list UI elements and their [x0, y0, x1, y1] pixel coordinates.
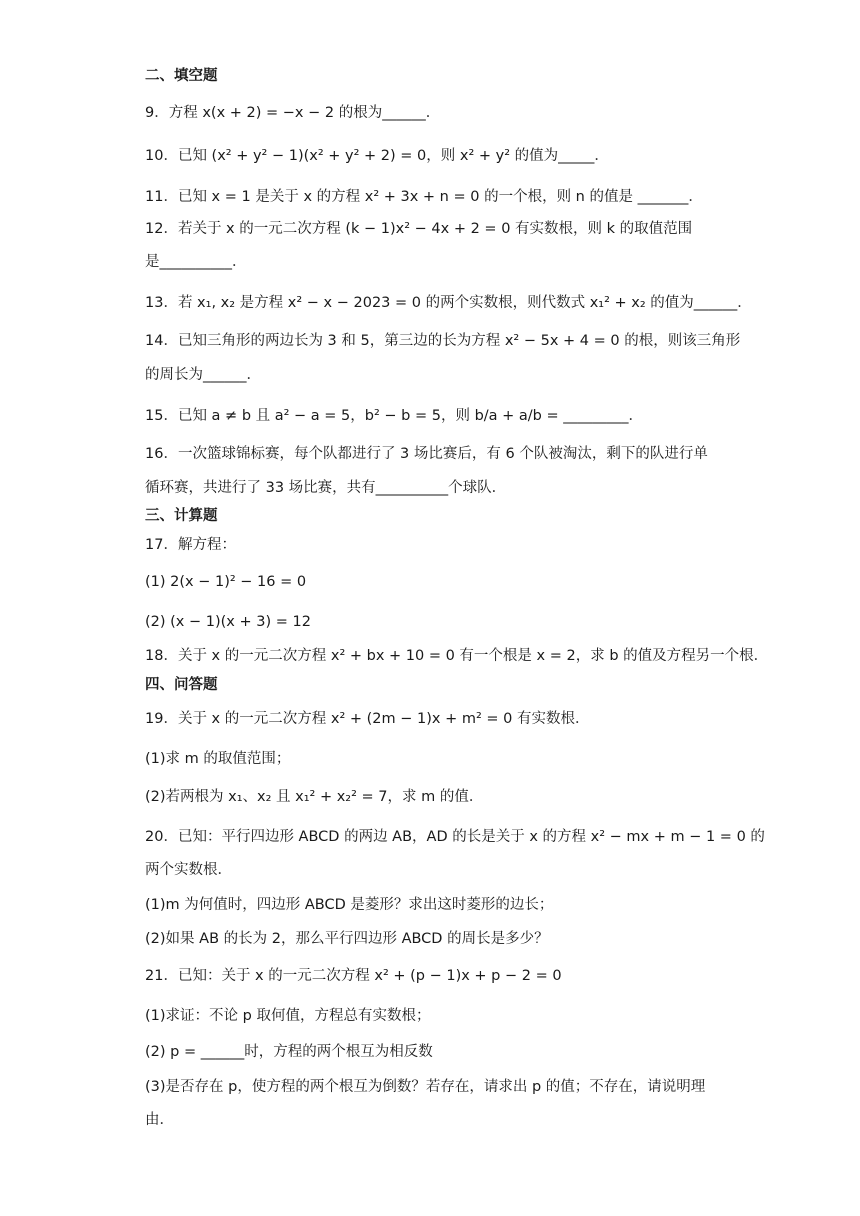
question-21: 21．已知：关于 x 的一元二次方程 x² + (p − 1)x + p − 2 = 0 — [145, 968, 562, 984]
question-12-line-1: 12．若关于 x 的一元二次方程 (k − 1)x² − 4x + 2 = 0 有实数根，则 k 的取值范围 — [145, 221, 693, 237]
question-14-line-2: 的周长为______． — [145, 367, 261, 383]
question-21-part-2: (2) p = ______时，方程的两个根互为相反数 — [145, 1044, 433, 1060]
question-16-line-1: 16．一次篮球锦标赛，每个队都进行了 3 场比赛后，有 6 个队被淘汰，剩下的队进行单 — [145, 446, 708, 462]
question-17-part-2: (2) (x − 1)(x + 3) = 12 — [145, 614, 311, 630]
question-19: 19．关于 x 的一元二次方程 x² + (2m − 1)x + m² = 0 有实数根． — [145, 711, 590, 727]
question-9: 9．方程 x(x + 2) = −x − 2 的根为______． — [145, 105, 441, 121]
question-13: 13．若 x₁, x₂ 是方程 x² − x − 2023 = 0 的两个实数根，则代数式 x₁² + x₂ 的值为______． — [145, 295, 752, 311]
section-heading-qa: 四、问答题 — [145, 677, 218, 693]
question-19-part-2: (2)若两根为 x₁、x₂ 且 x₁² + x₂² = 7，求 m 的值． — [145, 789, 484, 805]
question-11: 11．已知 x = 1 是关于 x 的方程 x² + 3x + n = 0 的一个根，则 n 的值是 _______． — [145, 189, 703, 205]
question-15: 15．已知 a ≠ b 且 a² − a = 5，b² − b = 5，则 b/a + a/b = _________． — [145, 408, 644, 424]
section-heading-calculation: 三、计算题 — [145, 508, 218, 524]
question-21-part-3-line-1: (3)是否存在 p，使方程的两个根互为倒数？若存在，请求出 p 的值；不存在，请说明理 — [145, 1079, 706, 1095]
question-20-line-1: 20．已知：平行四边形 ABCD 的两边 AB，AD 的长是关于 x 的方程 x² − mx + m − 1 = 0 的 — [145, 829, 765, 845]
question-17-part-1: (1) 2(x − 1)² − 16 = 0 — [145, 574, 307, 590]
question-21-part-1: (1)求证：不论 p 取何值，方程总有实数根； — [145, 1008, 431, 1024]
question-20-part-2: (2)如果 AB 的长为 2，那么平行四边形 ABCD 的周长是多少？ — [145, 931, 549, 947]
question-20-part-1: (1)m 为何值时，四边形 ABCD 是菱形？求出这时菱形的边长； — [145, 897, 554, 913]
question-12-line-2: 是__________． — [145, 254, 247, 270]
question-16-line-2: 循环赛，共进行了 33 场比赛，共有__________个球队． — [145, 480, 507, 496]
question-18: 18．关于 x 的一元二次方程 x² + bx + 10 = 0 有一个根是 x = 2，求 b 的值及方程另一个根． — [145, 648, 769, 664]
question-10: 10．已知 (x² + y² − 1)(x² + y² + 2) = 0，则 x² + y² 的值为_____． — [145, 148, 609, 164]
question-21-part-3-line-2: 由． — [145, 1112, 174, 1128]
section-heading-fill-blank: 二、填空题 — [145, 68, 218, 84]
question-20-line-2: 两个实数根． — [145, 862, 232, 878]
question-17: 17．解方程： — [145, 537, 236, 553]
question-19-part-1: (1)求 m 的取值范围； — [145, 751, 291, 767]
question-14-line-1: 14．已知三角形的两边长为 3 和 5，第三边的长为方程 x² − 5x + 4 = 0 的根，则该三角形 — [145, 333, 741, 349]
